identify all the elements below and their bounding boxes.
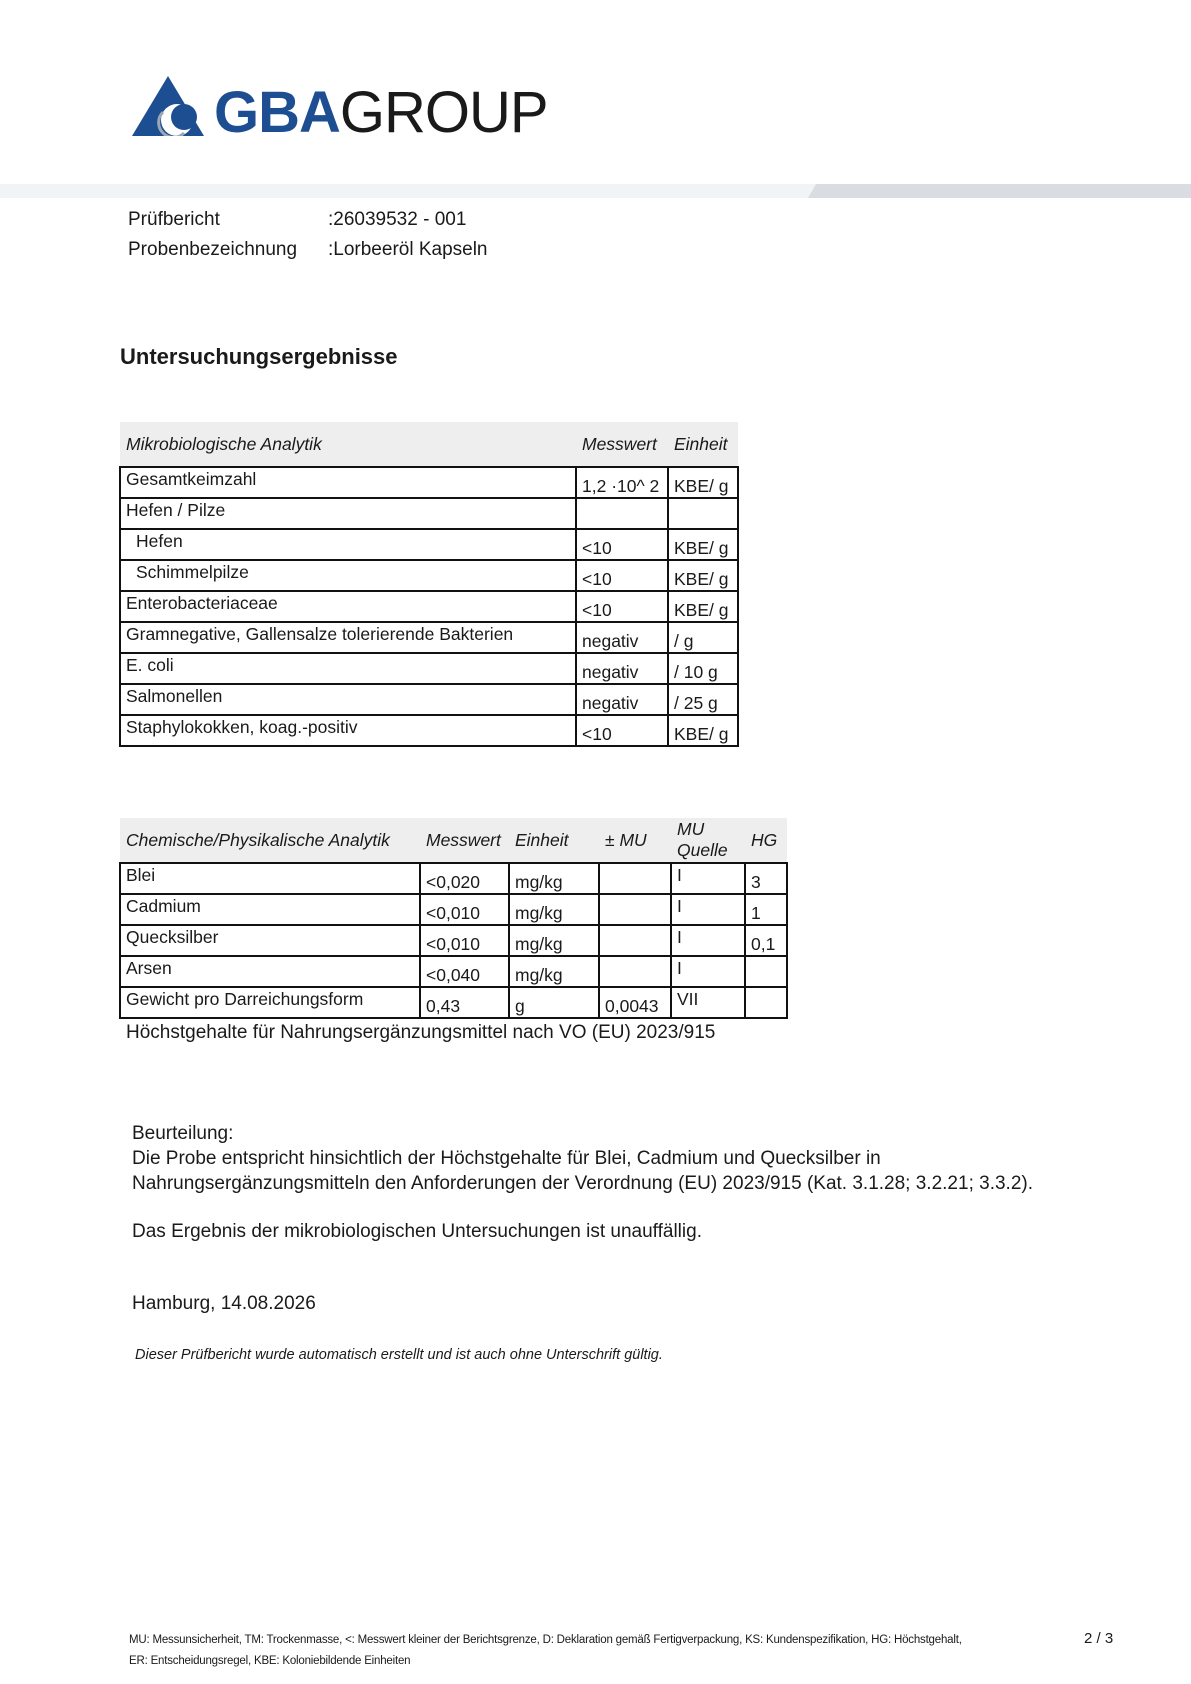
parameter-cell: Enterobacteriaceae	[120, 591, 576, 622]
table-row	[120, 894, 787, 925]
value-cell: <10	[576, 529, 668, 560]
column-header: Messwert	[420, 818, 509, 863]
footer-legend-line: MU: Messunsicherheit, TM: Trockenmasse, <: Messwert kleiner der Berichtsgrenze, D: Deklaration gemäß Fertigverpackung, KS: Kundenspezifikation, HG: Höchstgehalt,	[129, 1634, 962, 1646]
unit-cell: / 10 g	[668, 653, 738, 684]
table-row	[120, 591, 738, 622]
hg-cell	[745, 956, 787, 987]
value-cell: <0,040	[420, 956, 509, 987]
value-cell	[576, 498, 668, 529]
column-header: Messwert	[576, 422, 668, 467]
table-row	[120, 987, 787, 1018]
table-row	[120, 529, 738, 560]
unit-cell: KBE/ g	[668, 560, 738, 591]
mu-cell	[599, 894, 671, 925]
column-header: HG	[745, 818, 787, 863]
limits-note: Höchstgehalte für Nahrungsergänzungsmittel nach VO (EU) 2023/915	[126, 1022, 716, 1043]
table-row	[120, 653, 738, 684]
table-row	[120, 560, 738, 591]
column-header: MU Quelle	[671, 818, 745, 863]
unit-cell: mg/kg	[509, 956, 599, 987]
assessment-heading: Beurteilung:	[132, 1123, 234, 1144]
unit-cell: KBE/ g	[668, 715, 738, 746]
microbiology-table	[119, 422, 739, 747]
unit-cell: KBE/ g	[668, 591, 738, 622]
assessment-block	[132, 1121, 1132, 1244]
table-row	[120, 863, 787, 894]
footer-legend-line: ER: Entscheidungsregel, KBE: Koloniebildende Einheiten	[129, 1655, 411, 1667]
section-title: Untersuchungsergebnisse	[120, 344, 398, 369]
parameter-cell: Staphylokokken, koag.-positiv	[120, 715, 576, 746]
footer-legend	[129, 1630, 989, 1672]
parameter-cell: Cadmium	[120, 894, 420, 925]
assessment-line: Die Probe entspricht hinsichtlich der Höchstgehalte für Blei, Cadmium und Quecksilber in	[132, 1148, 881, 1169]
parameter-cell: Gesamtkeimzahl	[120, 467, 576, 498]
parameter-cell: Gramnegative, Gallensalze tolerierende Bakterien	[120, 622, 576, 653]
column-header: Mikrobiologische Analytik	[120, 422, 576, 467]
report-number-label: Prüfbericht	[128, 209, 220, 230]
column-header: ± MU	[599, 818, 671, 863]
place-date: Hamburg, 14.08.2026	[132, 1293, 316, 1314]
table-row	[120, 622, 738, 653]
value-cell: <0,010	[420, 894, 509, 925]
mu-source-cell: I	[671, 894, 745, 925]
column-header: Einheit	[668, 422, 738, 467]
table-header-row	[120, 422, 738, 467]
table-row	[120, 925, 787, 956]
mu-cell	[599, 863, 671, 894]
mu-cell	[599, 925, 671, 956]
table-row	[120, 498, 738, 529]
parameter-cell: Hefen	[120, 529, 576, 560]
parameter-cell: Hefen / Pilze	[120, 498, 576, 529]
value-cell: <10	[576, 591, 668, 622]
chemical-physical-table	[119, 818, 788, 1019]
parameter-cell: Gewicht pro Darreichungsform	[120, 987, 420, 1018]
hg-cell: 3	[745, 863, 787, 894]
column-header: Einheit	[509, 818, 599, 863]
gba-logo-mark-icon	[132, 76, 204, 136]
mu-source-cell: I	[671, 925, 745, 956]
mu-cell: 0,0043	[599, 987, 671, 1018]
value-cell: <10	[576, 715, 668, 746]
parameter-cell: Blei	[120, 863, 420, 894]
gba-logo-wordmark	[214, 80, 548, 146]
value-cell: 1,2 ·10^ 2	[576, 467, 668, 498]
value-cell: <0,010	[420, 925, 509, 956]
header-band	[0, 184, 1191, 198]
column-header: Chemische/Physikalische Analytik	[120, 818, 420, 863]
value-cell: <10	[576, 560, 668, 591]
parameter-cell: Salmonellen	[120, 684, 576, 715]
value-cell: negativ	[576, 653, 668, 684]
value-cell: 0,43	[420, 987, 509, 1018]
unit-cell: KBE/ g	[668, 529, 738, 560]
unit-cell: KBE/ g	[668, 467, 738, 498]
value-cell: <0,020	[420, 863, 509, 894]
table-header-row	[120, 818, 787, 863]
mu-source-cell: I	[671, 956, 745, 987]
logo-wordmark-part1: GBA	[214, 80, 340, 145]
hg-cell: 0,1	[745, 925, 787, 956]
mu-source-cell: VII	[671, 987, 745, 1018]
mu-source-cell: I	[671, 863, 745, 894]
table-row	[120, 467, 738, 498]
sample-value: :Lorbeeröl Kapseln	[328, 239, 488, 260]
mu-cell	[599, 956, 671, 987]
unit-cell: g	[509, 987, 599, 1018]
value-cell: negativ	[576, 684, 668, 715]
unit-cell: mg/kg	[509, 894, 599, 925]
unit-cell	[668, 498, 738, 529]
parameter-cell: Quecksilber	[120, 925, 420, 956]
assessment-line: Das Ergebnis der mikrobiologischen Untersuchungen ist unauffällig.	[132, 1221, 702, 1242]
unit-cell: / 25 g	[668, 684, 738, 715]
hg-cell	[745, 987, 787, 1018]
parameter-cell: Schimmelpilze	[120, 560, 576, 591]
unit-cell: mg/kg	[509, 925, 599, 956]
assessment-line: Nahrungsergänzungsmitteln den Anforderungen der Verordnung (EU) 2023/915 (Kat. 3.1.28; 3.2.21; 3.3.2).	[132, 1173, 1033, 1194]
unit-cell: / g	[668, 622, 738, 653]
value-cell: negativ	[576, 622, 668, 653]
parameter-cell: Arsen	[120, 956, 420, 987]
sample-label: Probenbezeichnung	[128, 239, 298, 260]
hg-cell: 1	[745, 894, 787, 925]
page-number: 2 / 3	[1084, 1630, 1114, 1647]
parameter-cell: E. coli	[120, 653, 576, 684]
table-row	[120, 684, 738, 715]
auto-generated-note: Dieser Prüfbericht wurde automatisch erstellt und ist auch ohne Unterschrift gültig.	[135, 1347, 663, 1363]
table-row	[120, 956, 787, 987]
unit-cell: mg/kg	[509, 863, 599, 894]
table-row	[120, 715, 738, 746]
report-number-value: :26039532 - 001	[328, 209, 467, 230]
logo-wordmark-part2: GROUP	[339, 80, 548, 145]
